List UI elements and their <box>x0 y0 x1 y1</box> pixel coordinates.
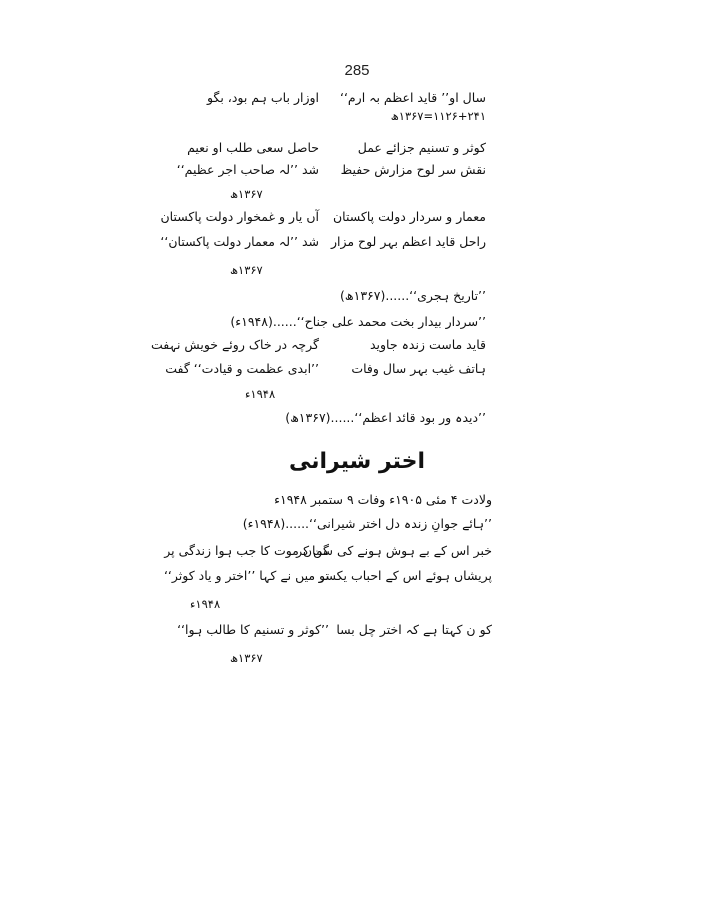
birth-death-dates: ولادت ۴ مئی ۱۹۰۵ء وفات ۹ ستمبر ۱۹۴۸ء <box>274 492 492 507</box>
couplet-1-right: قاید ماست زندہ جاوید <box>369 337 486 352</box>
verse-line-5-left: شد ’’لہ معمار دولت پاکستان‘‘ <box>160 234 319 249</box>
verse-line-1-calculation: ۱۱۲۶+۲۴۱=۱۳۶۷ھ <box>390 109 486 123</box>
verse-b1-left: ’’کوثر و تسنیم کا طالب ہوا‘‘ <box>177 622 329 637</box>
verse-a1-left: گماں موت کا جب ہوا زندگی پر <box>164 543 329 558</box>
verse-a-year: ۱۹۴۸ء <box>190 597 221 611</box>
page-number: 285 <box>344 62 370 79</box>
verse-b1-right: کو ن کہتا ہے کہ اختر چل بسا <box>336 622 492 637</box>
verse-line-4-left: آں یار و غمخوار دولت پاکستان <box>160 209 319 224</box>
couplet-year: ۱۹۴۸ء <box>245 387 276 401</box>
couplet-1-left: گرچہ در خاک روئے خویش نہفت <box>151 337 319 352</box>
verse-b-year: ۱۳۶۷ھ <box>230 651 263 665</box>
verse-line-1-right: سال او’’ قاید اعظم بہ ارم‘‘ <box>339 90 486 105</box>
verse-line-2-left: حاصل سعی طلب او نعیم <box>187 140 319 155</box>
verse-line-5-right: راحل قاید اعظم بہر لوح مزار <box>330 234 486 249</box>
couplet-2-left: ’’ابدی عظمت و قیادت‘‘ گفت <box>165 361 319 376</box>
verse-line-4-right: معمار و سردار دولت پاکستان <box>332 209 486 224</box>
verse-a2-left: تو میں نے کہا ’’اختر و یاد کوثر‘‘ <box>163 568 329 583</box>
verse-a2-right: پریشاں ہوئے اس کے احباب یکسر <box>318 568 492 583</box>
couplet-2-right: ہاتف غیب بہر سال وفات <box>351 361 486 376</box>
subtitle-line: ’’ہائے جوانِ زندہ دل اختر شیرانی‘‘......(۱۹۴۸ء) <box>242 516 492 531</box>
section-heading: اختر شیرانی <box>288 449 426 474</box>
verse-line-5-year: ۱۳۶۷ھ <box>230 263 263 277</box>
verse-a1-right: خبر اس کے بے ہوش ہونے کی سن کر <box>296 543 492 558</box>
tarikh-hijri-line: ’’تاریخ ہجری‘‘......(۱۳۶۷ھ) <box>340 288 486 303</box>
verse-line-2-right: کوثر و تسنیم جزائے عمل <box>357 140 486 155</box>
verse-line-3-right: نقش سر لوح مزارش حفیظ <box>340 162 486 177</box>
sardar-line: ’’سردار بیدار بخت محمد علی جناح‘‘......(۱۹۴۸ء) <box>230 314 486 329</box>
deedawar-line: ’’دیدہ ور بود قائد اعظم‘‘......(۱۳۶۷ھ) <box>285 410 486 425</box>
verse-line-1-left: اوزار باب ہم بود، بگو <box>206 90 319 105</box>
verse-line-3-year: ۱۳۶۷ھ <box>230 187 263 201</box>
verse-line-3-left: شد ’’لہ صاحب اجر عظیم‘‘ <box>176 162 319 177</box>
